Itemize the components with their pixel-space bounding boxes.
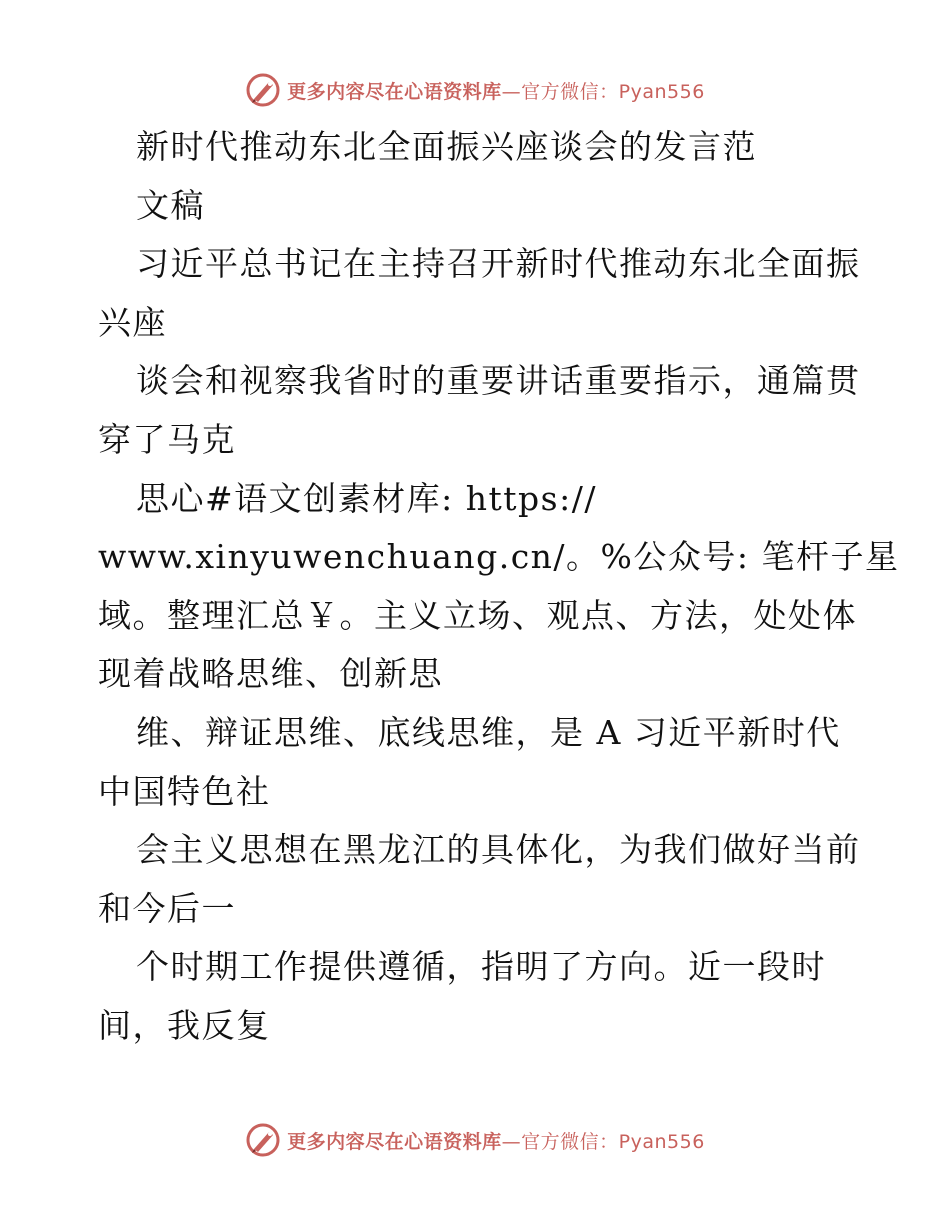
pen-logo-icon <box>245 72 281 108</box>
footer-watermark <box>0 1120 950 1160</box>
header-watermark-suffix: —官方微信：Pyan556 <box>501 80 705 103</box>
document-line: 新时代推动东北全面振兴座谈会的发言范 <box>136 127 757 166</box>
document-line: 谈会和视察我省时的重要讲话重要指示，通篇贯 <box>136 361 861 401</box>
header-watermark-content <box>245 72 705 108</box>
document-line: 穿了马克 <box>98 419 236 459</box>
document-line: 现着战略思维、创新思 <box>98 654 443 694</box>
document-line: 文稿 <box>136 185 205 225</box>
document-line: 和今后一 <box>98 888 236 928</box>
footer-watermark-content <box>245 1122 705 1158</box>
document-line: 会主义思想在黑龙江的具体化，为我们做好当前 <box>136 830 861 870</box>
document-line: 习近平总书记在主持召开新时代推动东北全面振 <box>136 244 861 284</box>
document-body <box>98 118 900 1056</box>
footer-watermark-suffix: —官方微信：Pyan556 <box>501 1130 705 1153</box>
header-watermark-prefix: 更多内容尽在心语资料库 <box>287 80 502 103</box>
document-line: 个时期工作提供遵循，指明了方向。近一段时 <box>136 947 826 987</box>
document-line: www.xinyuwenchuang.cn/。%公众号: 笔杆子星 <box>98 537 900 577</box>
header-watermark-text <box>287 77 705 104</box>
document-line: 间，我反复 <box>98 1005 271 1045</box>
header-watermark <box>0 70 950 110</box>
footer-watermark-prefix: 更多内容尽在心语资料库 <box>287 1130 502 1153</box>
pen-logo-icon <box>245 1122 281 1158</box>
document-line: 兴座 <box>98 302 167 342</box>
footer-watermark-text <box>287 1127 705 1154</box>
document-line: 中国特色社 <box>98 771 271 811</box>
document-line: 域。整理汇总￥。主义立场、观点、方法，处处体 <box>98 595 857 635</box>
document-line: 维、辩证思维、底线思维，是 A 习近平新时代 <box>136 712 841 752</box>
document-line: 思心#语文创素材库: https:// <box>136 478 597 518</box>
